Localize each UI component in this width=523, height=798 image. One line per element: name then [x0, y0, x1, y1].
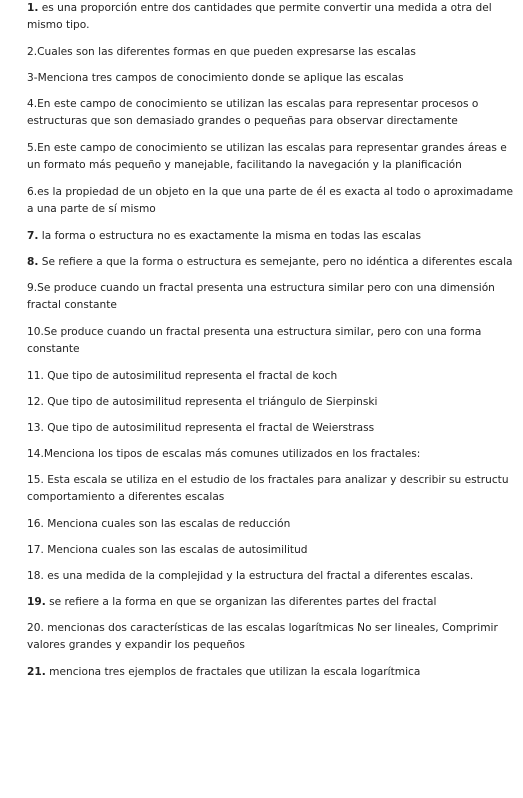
- question-line: [27, 228, 523, 245]
- question-line: 20. mencionas dos características de las escalas logarítmicas No ser lineales, Comprimir: [27, 622, 498, 634]
- question-item: [27, 394, 523, 411]
- question-item: [27, 446, 523, 463]
- question-line: 9.Se produce cuando un fractal presenta una estructura similar pero con una dimensión: [27, 282, 495, 294]
- question-number: 19.: [27, 596, 46, 608]
- question-number: 7.: [27, 230, 39, 242]
- question-item: [27, 324, 523, 358]
- question-item: [27, 568, 523, 585]
- question-line: 13. Que tipo de autosimilitud representa el fractal de Weierstrass: [27, 422, 375, 434]
- question-item: [27, 0, 523, 34]
- question-line: 18. es una medida de la complejidad y la estructura del fractal a diferentes escalas.: [27, 570, 474, 582]
- question-item: [27, 228, 523, 245]
- question-number: 21.: [27, 666, 46, 678]
- question-item: [27, 664, 523, 681]
- question-line: 6.es la propiedad de un objeto en la que una parte de él es exacta al todo o aproximadame: [27, 186, 514, 198]
- question-item: [27, 542, 523, 559]
- question-line: 10.Se produce cuando un fractal presenta una estructura similar, pero con una forma: [27, 326, 482, 338]
- question-line: [27, 664, 523, 681]
- question-line: comportamiento a diferentes escalas: [27, 491, 225, 503]
- question-line: valores grandes y expandir los pequeños: [27, 639, 245, 651]
- question-item: [27, 44, 523, 61]
- question-item: [27, 516, 523, 533]
- question-line: fractal constante: [27, 299, 117, 311]
- question-item: [27, 472, 523, 506]
- question-line: 5.En este campo de conocimiento se utilizan las escalas para representar grandes áreas e: [27, 142, 507, 154]
- question-text: menciona tres ejemplos de fractales que utilizan la escala logarítmica: [45, 666, 421, 678]
- question-line: 14.Menciona los tipos de escalas más comunes utilizados en los fractales:: [27, 448, 421, 460]
- question-line: 15. Esta escala se utiliza en el estudio de los fractales para analizar y describir su estructu: [27, 474, 509, 486]
- question-item: [27, 70, 523, 87]
- question-line: constante: [27, 343, 80, 355]
- question-line: estructuras que son demasiado grandes o pequeñas para observar directamente: [27, 115, 458, 127]
- document-page: [27, 0, 523, 798]
- question-item: [27, 280, 523, 314]
- question-item: [27, 620, 523, 654]
- question-text: se refiere a la forma en que se organizan las diferentes partes del fractal: [45, 596, 437, 608]
- question-text: Se refiere a que la forma o estructura es semejante, pero no idéntica a diferentes escala: [38, 256, 513, 268]
- question-line: 2.Cuales son las diferentes formas en que pueden expresarse las escalas: [27, 46, 416, 58]
- question-line: 12. Que tipo de autosimilitud representa el triángulo de Sierpinski: [27, 396, 378, 408]
- question-text: es una proporción entre dos cantidades que permite convertir una medida a otra del: [38, 2, 492, 14]
- question-line: [27, 0, 523, 17]
- question-item: [27, 594, 523, 611]
- question-number: 1.: [27, 2, 39, 14]
- question-line: 3-Menciona tres campos de conocimiento donde se aplique las escalas: [27, 72, 404, 84]
- question-text: la forma o estructura no es exactamente la misma en todas las escalas: [38, 230, 422, 242]
- question-item: [27, 184, 523, 218]
- question-line: [27, 594, 523, 611]
- question-line: mismo tipo.: [27, 19, 90, 31]
- question-line: 17. Menciona cuales son las escalas de autosimilitud: [27, 544, 308, 556]
- question-item: [27, 254, 523, 271]
- question-number: 8.: [27, 256, 39, 268]
- question-line: [27, 254, 523, 271]
- question-line: un formato más pequeño y manejable, facilitando la navegación y la planificación: [27, 159, 462, 171]
- question-line: 16. Menciona cuales son las escalas de reducción: [27, 518, 291, 530]
- question-item: [27, 368, 523, 385]
- question-line: 11. Que tipo de autosimilitud representa el fractal de koch: [27, 370, 338, 382]
- question-line: a una parte de sí mismo: [27, 203, 156, 215]
- question-line: 4.En este campo de conocimiento se utilizan las escalas para representar procesos o: [27, 98, 479, 110]
- question-item: [27, 96, 523, 130]
- question-item: [27, 420, 523, 437]
- question-item: [27, 140, 523, 174]
